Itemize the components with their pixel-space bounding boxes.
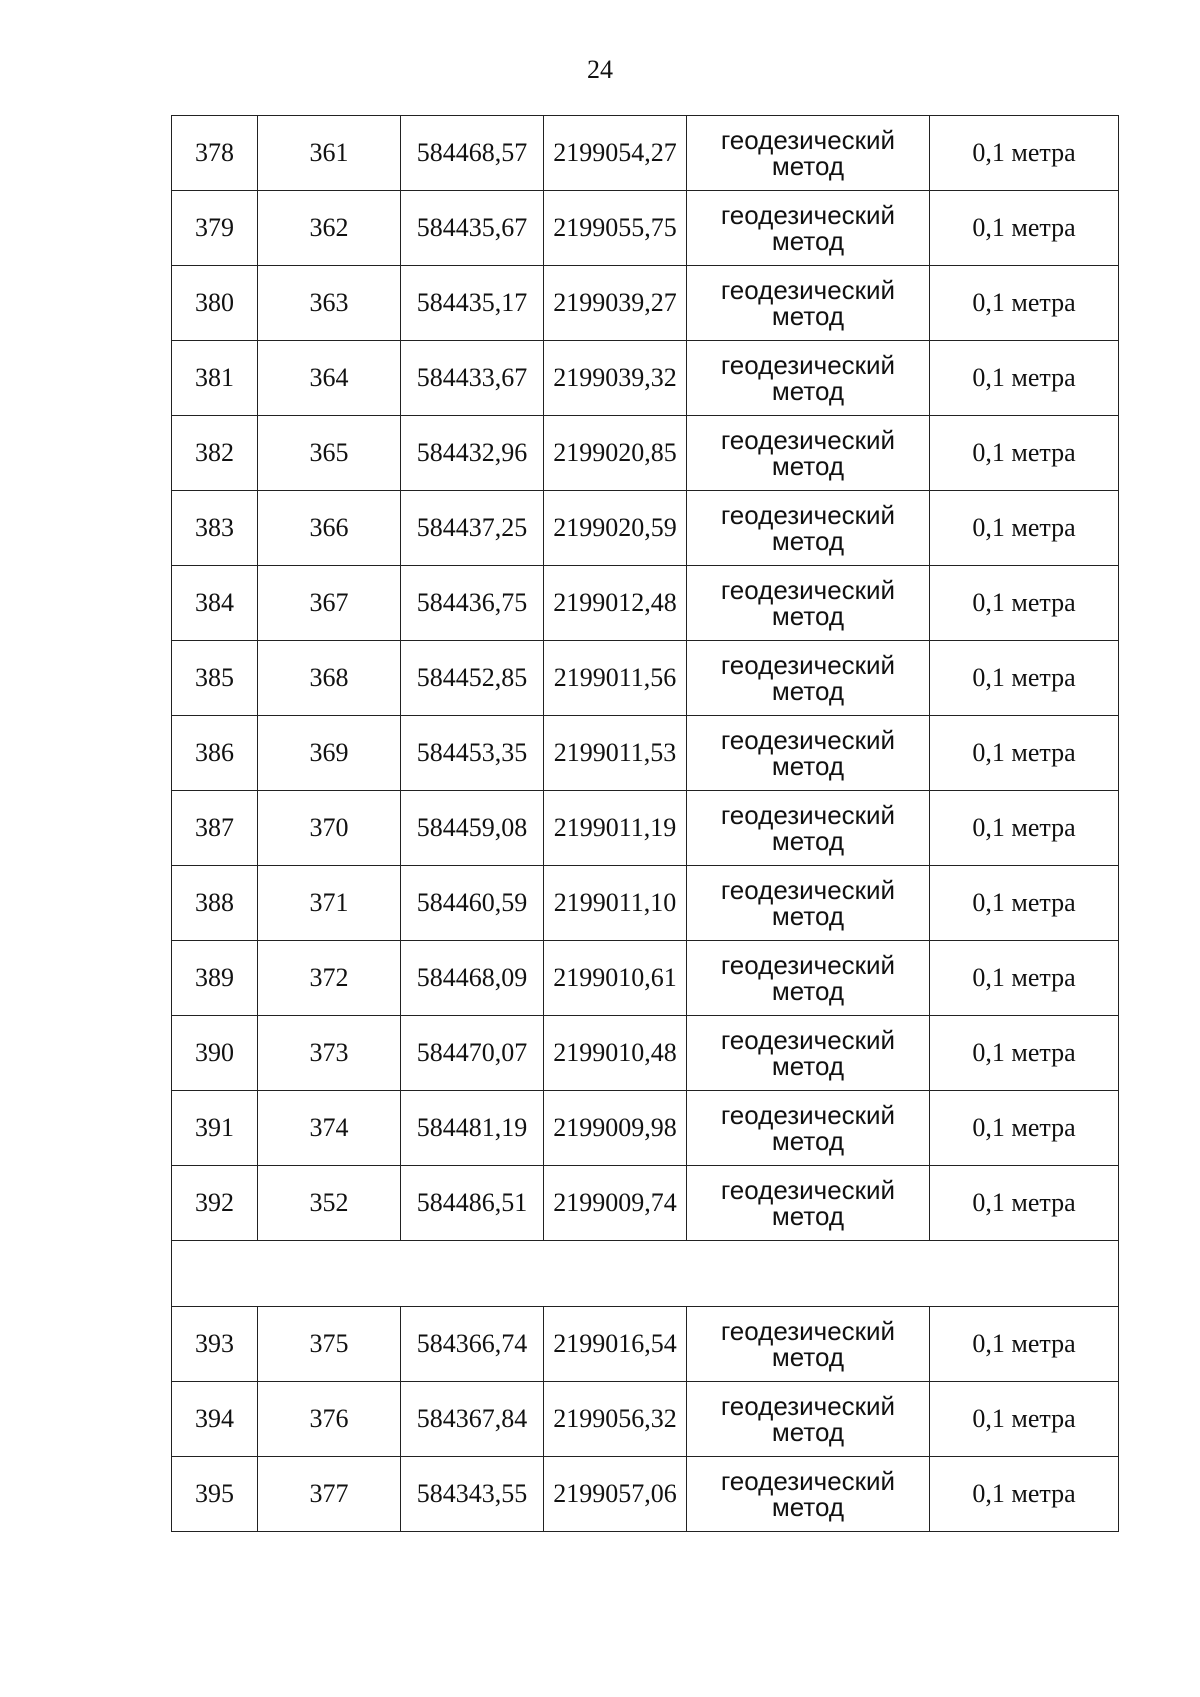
x-coordinate-cell: 584437,25 [401,491,544,566]
table-row [172,866,1119,941]
x-coordinate-cell: 584435,67 [401,191,544,266]
accuracy-cell: 0,1 метра [930,191,1119,266]
method-cell [687,641,930,716]
y-coordinate-cell: 2199011,53 [544,716,687,791]
method-line-2: метод [771,676,845,706]
table-row [172,116,1119,191]
point-number-cell: 352 [258,1166,401,1241]
y-coordinate-cell: 2199012,48 [544,566,687,641]
table-row [172,1457,1119,1532]
x-coordinate-cell: 584452,85 [401,641,544,716]
accuracy-cell: 0,1 метра [930,716,1119,791]
y-coordinate-cell: 2199039,32 [544,341,687,416]
row-number-cell: 379 [172,191,258,266]
y-coordinate-cell: 2199039,27 [544,266,687,341]
coordinates-table-body [172,116,1119,1532]
method-line-1: геодезический [720,500,896,530]
method-line-1: геодезический [720,875,896,905]
method-cell [687,191,930,266]
x-coordinate-cell: 584460,59 [401,866,544,941]
method-line-1: геодезический [720,125,896,155]
row-number-cell: 378 [172,116,258,191]
method-line-1: геодезический [720,725,896,755]
method-line-1: геодезический [720,800,896,830]
method-line-1: геодезический [720,1100,896,1130]
table-row [172,716,1119,791]
point-number-cell: 361 [258,116,401,191]
point-number-cell: 364 [258,341,401,416]
method-cell [687,416,930,491]
x-coordinate-cell: 584468,57 [401,116,544,191]
point-number-cell: 366 [258,491,401,566]
y-coordinate-cell: 2199016,54 [544,1307,687,1382]
method-line-1: геодезический [720,425,896,455]
separator-cell [172,1241,1119,1307]
table-row [172,941,1119,1016]
accuracy-cell: 0,1 метра [930,266,1119,341]
method-line-1: геодезический [720,200,896,230]
method-line-1: геодезический [720,350,896,380]
table-row [172,491,1119,566]
row-number-cell: 386 [172,716,258,791]
row-number-cell: 385 [172,641,258,716]
method-cell [687,1382,930,1457]
accuracy-cell: 0,1 метра [930,416,1119,491]
row-number-cell: 388 [172,866,258,941]
method-line-2: метод [771,1342,845,1372]
table-row [172,641,1119,716]
method-line-2: метод [771,1492,845,1522]
point-number-cell: 376 [258,1382,401,1457]
point-number-cell: 363 [258,266,401,341]
method-line-2: метод [771,1126,845,1156]
y-coordinate-cell: 2199010,61 [544,941,687,1016]
row-number-cell: 392 [172,1166,258,1241]
method-cell [687,116,930,191]
x-coordinate-cell: 584436,75 [401,566,544,641]
method-line-1: геодезический [720,275,896,305]
y-coordinate-cell: 2199055,75 [544,191,687,266]
method-line-2: метод [771,751,845,781]
table-row [172,791,1119,866]
y-coordinate-cell: 2199011,56 [544,641,687,716]
row-number-cell: 394 [172,1382,258,1457]
row-number-cell: 390 [172,1016,258,1091]
method-line-2: метод [771,451,845,481]
row-number-cell: 387 [172,791,258,866]
y-coordinate-cell: 2199054,27 [544,116,687,191]
method-cell [687,941,930,1016]
method-cell [687,1457,930,1532]
method-line-2: метод [771,601,845,631]
y-coordinate-cell: 2199009,74 [544,1166,687,1241]
method-line-1: геодезический [720,1316,896,1346]
point-number-cell: 362 [258,191,401,266]
x-coordinate-cell: 584432,96 [401,416,544,491]
table-row [172,1091,1119,1166]
accuracy-cell: 0,1 метра [930,941,1119,1016]
accuracy-cell: 0,1 метра [930,566,1119,641]
method-cell [687,341,930,416]
method-cell [687,1091,930,1166]
x-coordinate-cell: 584343,55 [401,1457,544,1532]
table-row [172,341,1119,416]
point-number-cell: 374 [258,1091,401,1166]
y-coordinate-cell: 2199057,06 [544,1457,687,1532]
accuracy-cell: 0,1 метра [930,1091,1119,1166]
y-coordinate-cell: 2199011,10 [544,866,687,941]
x-coordinate-cell: 584470,07 [401,1016,544,1091]
table-row [172,566,1119,641]
method-cell [687,791,930,866]
accuracy-cell: 0,1 метра [930,1457,1119,1532]
x-coordinate-cell: 584459,08 [401,791,544,866]
accuracy-cell: 0,1 метра [930,1382,1119,1457]
method-cell [687,716,930,791]
method-line-2: метод [771,1051,845,1081]
point-number-cell: 367 [258,566,401,641]
y-coordinate-cell: 2199009,98 [544,1091,687,1166]
method-cell [687,1166,930,1241]
method-line-2: метод [771,226,845,256]
table-row [172,1166,1119,1241]
point-number-cell: 371 [258,866,401,941]
method-line-2: метод [771,526,845,556]
x-coordinate-cell: 584453,35 [401,716,544,791]
table-row [172,416,1119,491]
method-line-1: геодезический [720,1175,896,1205]
x-coordinate-cell: 584481,19 [401,1091,544,1166]
point-number-cell: 369 [258,716,401,791]
row-number-cell: 380 [172,266,258,341]
table-row [172,266,1119,341]
method-line-1: геодезический [720,950,896,980]
method-line-2: метод [771,151,845,181]
method-cell [687,1307,930,1382]
accuracy-cell: 0,1 метра [930,1307,1119,1382]
row-number-cell: 393 [172,1307,258,1382]
point-number-cell: 373 [258,1016,401,1091]
row-number-cell: 381 [172,341,258,416]
row-number-cell: 383 [172,491,258,566]
y-coordinate-cell: 2199020,59 [544,491,687,566]
x-coordinate-cell: 584468,09 [401,941,544,1016]
method-line-2: метод [771,301,845,331]
method-line-1: геодезический [720,575,896,605]
method-line-2: метод [771,901,845,931]
table-row [172,191,1119,266]
method-cell [687,491,930,566]
x-coordinate-cell: 584435,17 [401,266,544,341]
y-coordinate-cell: 2199056,32 [544,1382,687,1457]
point-number-cell: 372 [258,941,401,1016]
method-line-2: метод [771,826,845,856]
method-line-1: геодезический [720,1466,896,1496]
method-line-2: метод [771,1417,845,1447]
accuracy-cell: 0,1 метра [930,341,1119,416]
method-cell [687,866,930,941]
accuracy-cell: 0,1 метра [930,791,1119,866]
method-cell [687,1016,930,1091]
row-number-cell: 384 [172,566,258,641]
method-line-2: метод [771,376,845,406]
accuracy-cell: 0,1 метра [930,1166,1119,1241]
y-coordinate-cell: 2199010,48 [544,1016,687,1091]
accuracy-cell: 0,1 метра [930,116,1119,191]
accuracy-cell: 0,1 метра [930,866,1119,941]
x-coordinate-cell: 584366,74 [401,1307,544,1382]
point-number-cell: 368 [258,641,401,716]
accuracy-cell: 0,1 метра [930,641,1119,716]
table-row [172,1016,1119,1091]
x-coordinate-cell: 584367,84 [401,1382,544,1457]
method-line-1: геодезический [720,1025,896,1055]
row-number-cell: 395 [172,1457,258,1532]
accuracy-cell: 0,1 метра [930,491,1119,566]
y-coordinate-cell: 2199011,19 [544,791,687,866]
method-line-1: геодезический [720,650,896,680]
method-cell [687,266,930,341]
method-line-1: геодезический [720,1391,896,1421]
table-row [172,1307,1119,1382]
row-number-cell: 382 [172,416,258,491]
page-number: 24 [587,55,613,84]
y-coordinate-cell: 2199020,85 [544,416,687,491]
x-coordinate-cell: 584433,67 [401,341,544,416]
point-number-cell: 375 [258,1307,401,1382]
method-line-2: метод [771,1201,845,1231]
coordinates-table [171,115,1119,1532]
table-row [172,1382,1119,1457]
separator-row [172,1241,1119,1307]
point-number-cell: 365 [258,416,401,491]
x-coordinate-cell: 584486,51 [401,1166,544,1241]
point-number-cell: 370 [258,791,401,866]
method-line-2: метод [771,976,845,1006]
method-cell [687,566,930,641]
point-number-cell: 377 [258,1457,401,1532]
row-number-cell: 391 [172,1091,258,1166]
accuracy-cell: 0,1 метра [930,1016,1119,1091]
row-number-cell: 389 [172,941,258,1016]
